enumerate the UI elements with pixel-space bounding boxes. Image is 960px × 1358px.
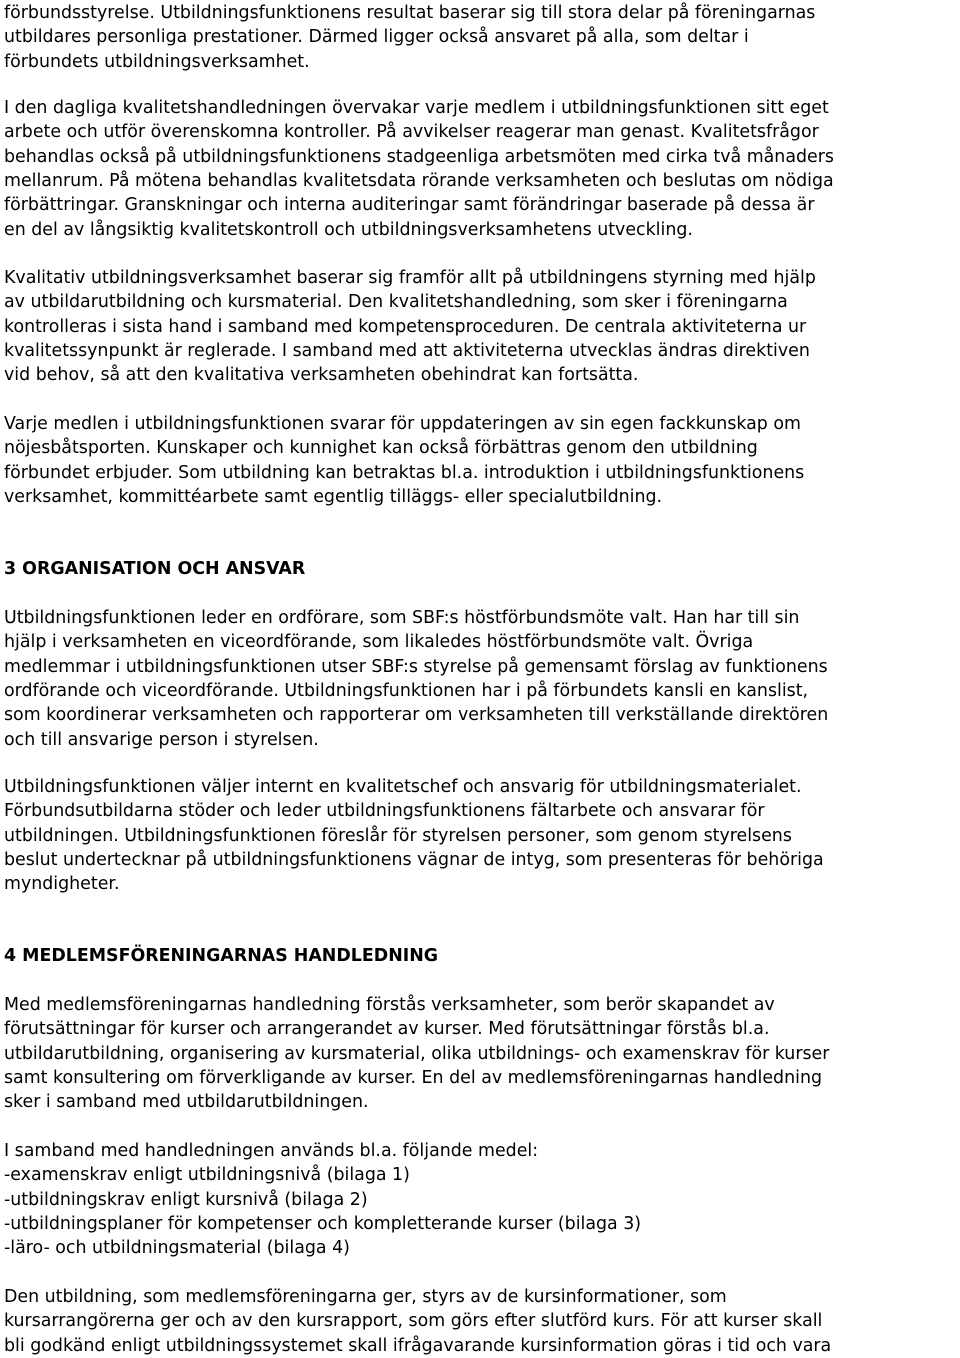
text-line: myndigheter. <box>4 874 120 895</box>
paragraph-qualitative <box>4 266 956 388</box>
text-line: verksamhet, kommittéarbete samt egentlig tilläggs- eller specialutbildning. <box>4 487 663 508</box>
text-line: Kvalitativ utbildningsverksamhet baserar sig framför allt på utbildningens styrning med hjälp <box>4 268 816 288</box>
text-line: Varje medlen i utbildningsfunktionen svarar för uppdateringen av sin egen fackkunskap om <box>4 414 801 434</box>
text-line: sker i samband med utbildarutbildningen. <box>4 1092 369 1113</box>
text-line: kursarrangörerna ger och av den kursrapport, som görs efter slutförd kurs. För att kurser skall <box>4 1311 823 1332</box>
text-line: Förbundsutbildarna stöder och leder utbildningsfunktionens fältarbete och ansvarar för <box>4 801 765 822</box>
text-line: förbundets utbildningsverksamhet. <box>4 51 310 72</box>
text-line: kvalitetssynpunkt är reglerade. I samband med att aktiviteterna utvecklas ändras direktiven <box>4 341 810 362</box>
text-line: arbete och utför överenskomna kontroller. På avvikelser reagerar man genast. Kvalitetsfrågor <box>4 122 819 143</box>
text-line: Med medlemsföreningarnas handledning förstås verksamheter, som berör skapandet av <box>4 995 775 1015</box>
text-line: bli godkänd enligt utbildningssystemet skall ifrågavarande kursinformation göras i tid och vara <box>4 1335 832 1356</box>
text-line: utbildningen. Utbildningsfunktionen föreslår för styrelsen personer, som genom styrelsens <box>4 825 792 846</box>
text-line: av utbildarutbildning och kursmaterial. Den kvalitetshandledning, som sker i föreningarna <box>4 292 788 313</box>
text-line: kontrolleras i sista hand i samband med kompetensproceduren. De centrala aktiviteterna ur <box>4 316 807 337</box>
section-heading-organisation: 3 ORGANISATION OCH ANSVAR <box>4 559 306 579</box>
list-item: -examenskrav enligt utbildningsnivå (bilaga 1) <box>4 1165 410 1186</box>
text-line: behandlas också på utbildningsfunktionens stadgeenliga arbetsmöten med cirka två månaders <box>4 146 834 167</box>
text-line: förbundet erbjuder. Som utbildning kan betraktas bl.a. introduktion i utbildningsfunktionens <box>4 462 805 483</box>
text-line: förutsättningar för kurser och arrangerandet av kurser. Med förutsättningar förstås bl.a. <box>4 1019 770 1040</box>
text-line: utbildarutbildning, organisering av kursmaterial, olika utbildnings- och examenskrav för kurser <box>4 1043 830 1064</box>
paragraph-quality-chief <box>4 775 956 897</box>
text-line: och till ansvarige person i styrelsen. <box>4 729 319 750</box>
text-line: vid behov, så att den kvalitativa verksamheten obehindrat kan fortsätta. <box>4 365 639 386</box>
text-line: hjälp i verksamheten en viceordförande, som likaledes höstförbundsmöte valt. Övriga <box>4 632 754 653</box>
paragraph-guidance <box>4 993 956 1115</box>
text-line: som koordinerar verksamheten och rapporterar om verksamheten till verkställande direktören <box>4 705 829 726</box>
text-line: Utbildningsfunktionen väljer internt en kvalitetschef och ansvarig för utbildningsmaterialet. <box>4 777 802 797</box>
text-line: Utbildningsfunktionen leder en ordförare, som SBF:s höstförbundsmöte valt. Han har till sin <box>4 608 800 628</box>
text-line: samt konsultering om förverkligande av kurser. En del av medlemsföreningarnas handledning <box>4 1068 823 1089</box>
paragraph-intro <box>4 1 956 74</box>
text-line: en del av långsiktig kvalitetskontroll och utbildningsverksamhetens utveckling. <box>4 219 693 240</box>
text-line: I den dagliga kvalitetshandledningen övervakar varje medlem i utbildningsfunktionen sitt eget <box>4 98 829 118</box>
list-item: -läro- och utbildningsmaterial (bilaga 4) <box>4 1238 350 1259</box>
text-line: utbildares personliga prestationer. Därmed ligger också ansvaret på alla, som deltar i <box>4 27 749 48</box>
paragraph-means-list <box>4 1139 956 1261</box>
text-line: beslut undertecknar på utbildningsfunktionens vägnar de intyg, som presenteras för behöriga <box>4 850 824 871</box>
paragraph-course-info <box>4 1285 956 1358</box>
text-line: förbundsstyrelse. Utbildningsfunktionens resultat baserar sig till stora delar på föreningarnas <box>4 3 816 23</box>
text-line: ordförande och viceordförande. Utbildningsfunktionen har i på förbundets kansli en kanslist, <box>4 681 809 702</box>
list-item: -utbildningskrav enligt kursnivå (bilaga 2) <box>4 1189 368 1210</box>
text-line: I samband med handledningen används bl.a. följande medel: <box>4 1141 539 1161</box>
text-line: nöjesbåtsporten. Kunskaper och kunnighet kan också förbättras genom den utbildning <box>4 438 758 459</box>
text-line: förbättringar. Granskningar och interna auditeringar samt förändringar baserade på dessa är <box>4 195 815 216</box>
paragraph-member-knowledge <box>4 412 956 509</box>
text-line: mellanrum. På mötena behandlas kvalitetsdata rörande verksamheten och beslutas om nödiga <box>4 171 834 192</box>
list-item: -utbildningsplaner för kompetenser och kompletterande kurser (bilaga 3) <box>4 1214 642 1235</box>
paragraph-daily-quality <box>4 96 956 242</box>
section-heading-member-associations: 4 MEDLEMSFÖRENINGARNAS HANDLEDNING <box>4 946 439 966</box>
text-line: Den utbildning, som medlemsföreningarna ger, styrs av de kursinformationer, som <box>4 1287 727 1307</box>
text-line: medlemmar i utbildningsfunktionen utser SBF:s styrelse på gemensamt förslag av funktionens <box>4 656 828 677</box>
paragraph-leadership <box>4 606 956 752</box>
